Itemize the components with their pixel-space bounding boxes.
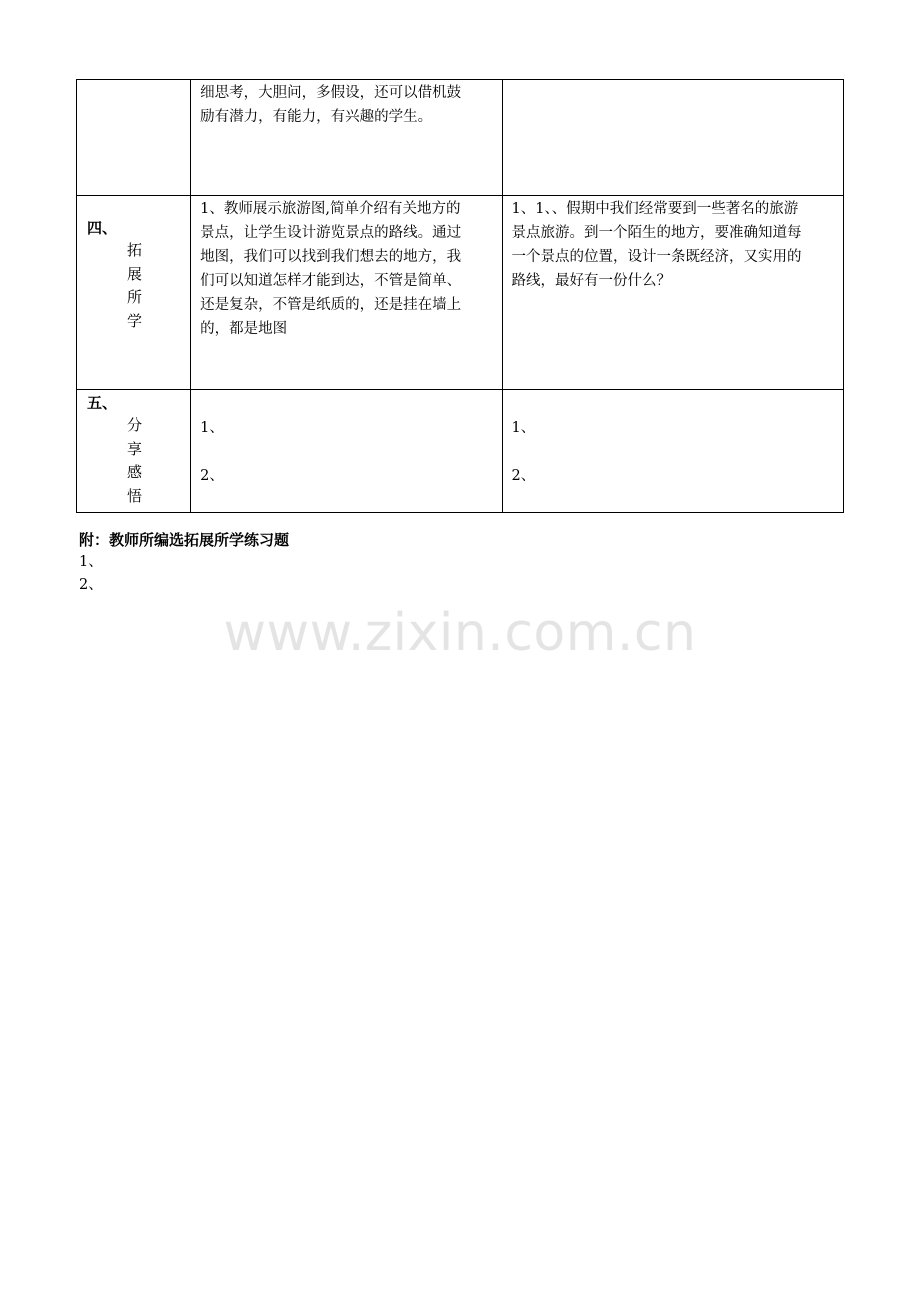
student-activity-cell <box>502 80 843 196</box>
item-list <box>191 390 501 512</box>
teacher-activity-cell <box>191 196 502 390</box>
student-activity-cell <box>502 390 843 513</box>
teacher-activity-cell <box>191 80 502 196</box>
section-label-cell <box>77 80 191 196</box>
section-title-char: 悟 <box>127 486 143 505</box>
appendix-title: 附：教师所编选拓展所学练习题 <box>79 531 290 549</box>
section-title <box>77 414 190 508</box>
section-title-char: 分 <box>127 416 143 434</box>
section-title <box>77 239 190 333</box>
watermark-text: www.zixin.com.cn <box>223 603 697 663</box>
section-title-char: 所 <box>127 288 143 306</box>
list-item: 1、 <box>79 554 103 570</box>
list-item: 1、 <box>511 420 536 436</box>
item-list <box>503 390 843 512</box>
section-title-char: 感 <box>127 463 143 481</box>
section-title-char: 拓 <box>127 241 143 259</box>
list-item: 2、 <box>79 577 103 593</box>
teacher-activity-cell <box>191 390 502 513</box>
section-title-char: 展 <box>127 264 143 283</box>
section-title-char: 享 <box>127 439 143 458</box>
list-item: 1、 <box>200 420 224 436</box>
student-activity-text <box>503 80 843 81</box>
section-number: 五、 <box>87 394 118 412</box>
section-title-char: 学 <box>127 311 143 330</box>
section-number: 四、 <box>87 219 118 237</box>
list-item: 2、 <box>200 468 224 484</box>
list-item: 2、 <box>511 468 536 484</box>
teacher-activity-text: 1、教师展示旅游图,简单介绍有关地方的 景点，让学生设计游览景点的路线。通过 地图，我们可以找到我们想去的地方，我 们可以知道怎样才能到达，不管是简单、 还是复杂，不管是纸质的，还是挂在墙上 的，都是地图 <box>200 201 462 337</box>
student-activity-text: 1、1、、假期中我们经常要到一些著名的旅游 景点旅游。到一个陌生的地方，要准确知道每 一个景点的位置，设计一条既经济，又实用的 路线，最好有一份什么？ <box>511 201 802 289</box>
table-row <box>77 196 844 390</box>
table-row <box>77 390 844 513</box>
teacher-activity-text: 细思考，大胆问，多假设，还可以借机鼓 励有潜力，有能力，有兴趣的学生。 <box>200 85 462 125</box>
student-activity-cell <box>502 196 843 390</box>
appendix-section <box>79 529 289 597</box>
section-label-cell <box>77 390 191 513</box>
lesson-plan-table <box>76 79 844 513</box>
section-label-cell <box>77 196 191 390</box>
table-row <box>77 80 844 196</box>
